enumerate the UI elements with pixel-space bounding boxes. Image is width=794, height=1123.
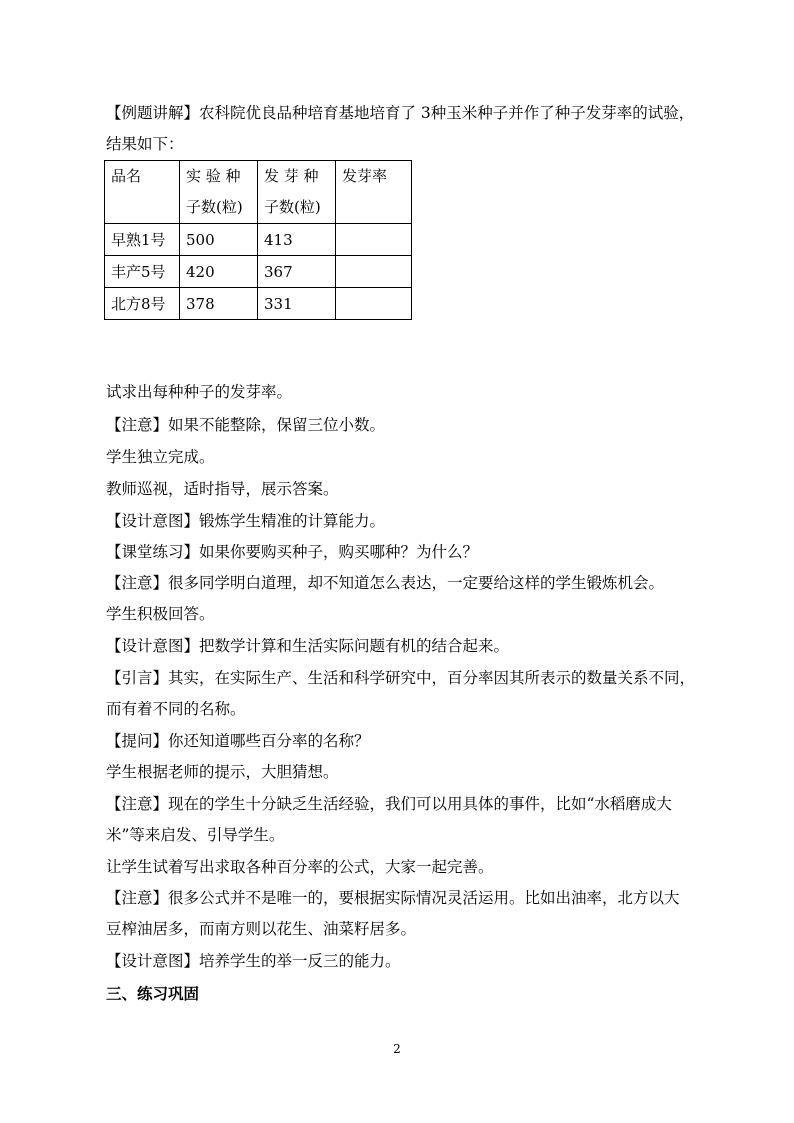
paragraph: 让学生试着写出求取各种百分率的公式，大家一起完善。 (106, 858, 494, 876)
paragraph: 试求出每种种子的发芽率。 (106, 383, 293, 401)
table-cell: 北方8号 (105, 288, 180, 320)
table-header-cell: 品名 (105, 161, 180, 224)
intro-line-2: 结果如下： (106, 135, 184, 153)
paragraph: 学生积极回答。 (106, 605, 215, 623)
table-header-cell: 发 芽 种 子数(粒) (258, 161, 336, 224)
table-row (105, 256, 412, 288)
page-number: 2 (393, 1042, 401, 1056)
paragraph: 【提问】你还知道哪些百分率的名称？ (106, 732, 370, 750)
paragraph: 【设计意图】锻炼学生精准的计算能力。 (106, 512, 386, 530)
table-row (105, 288, 412, 320)
germination-table (104, 160, 412, 320)
table-cell (336, 224, 412, 256)
paragraph: 【注意】很多同学明白道理，却不知道怎么表达，一定要给这样的学生锻炼机会。 (106, 574, 665, 592)
table-cell: 378 (180, 288, 258, 320)
table-cell: 331 (258, 288, 336, 320)
table-cell: 早熟1号 (105, 224, 180, 256)
section-heading: 三、练习巩固 (106, 984, 200, 1003)
table-row (105, 224, 412, 256)
table-cell: 413 (258, 224, 336, 256)
table-cell: 丰产5号 (105, 256, 180, 288)
paragraph: 米”等来启发、引导学生。 (106, 826, 285, 844)
table-cell (336, 256, 412, 288)
table-cell (336, 288, 412, 320)
paragraph: 教师巡视，适时指导，展示答案。 (106, 480, 339, 498)
paragraph: 【课堂练习】如果你要购买种子，购买哪种？为什么？ (106, 543, 479, 561)
table-cell: 367 (258, 256, 336, 288)
intro-line-1: 【例题讲解】农科院优良品种培育基地培育了 3种玉米种子并作了种子发芽率的试验， (106, 104, 695, 122)
table-cell: 420 (180, 256, 258, 288)
paragraph: 学生独立完成。 (106, 448, 215, 466)
paragraph: 豆榨油居多，而南方则以花生、油菜籽居多。 (106, 920, 417, 938)
paragraph: 【注意】如果不能整除，保留三位小数。 (106, 416, 386, 434)
table-header-cell: 实 验 种 子数(粒) (180, 161, 258, 224)
paragraph: 而有着不同的名称。 (106, 700, 246, 718)
paragraph: 【设计意图】把数学计算和生活实际问题有机的结合起来。 (106, 637, 510, 655)
paragraph: 学生根据老师的提示，大胆猜想。 (106, 763, 339, 781)
paragraph: 【设计意图】培养学生的举一反三的能力。 (106, 952, 401, 970)
paragraph: 【注意】现在的学生十分缺乏生活经验，我们可以用具体的事件，比如“水稻磨成大 (106, 795, 672, 813)
table-cell: 500 (180, 224, 258, 256)
table-header-cell: 发芽率 (336, 161, 412, 224)
table-header-row (105, 161, 412, 224)
paragraph: 【引言】其实，在实际生产、生活和科学研究中，百分率因其所表示的数量关系不同， (106, 669, 696, 687)
paragraph: 【注意】很多公式并不是唯一的，要根据实际情况灵活运用。比如出油率，北方以大 (106, 889, 680, 907)
